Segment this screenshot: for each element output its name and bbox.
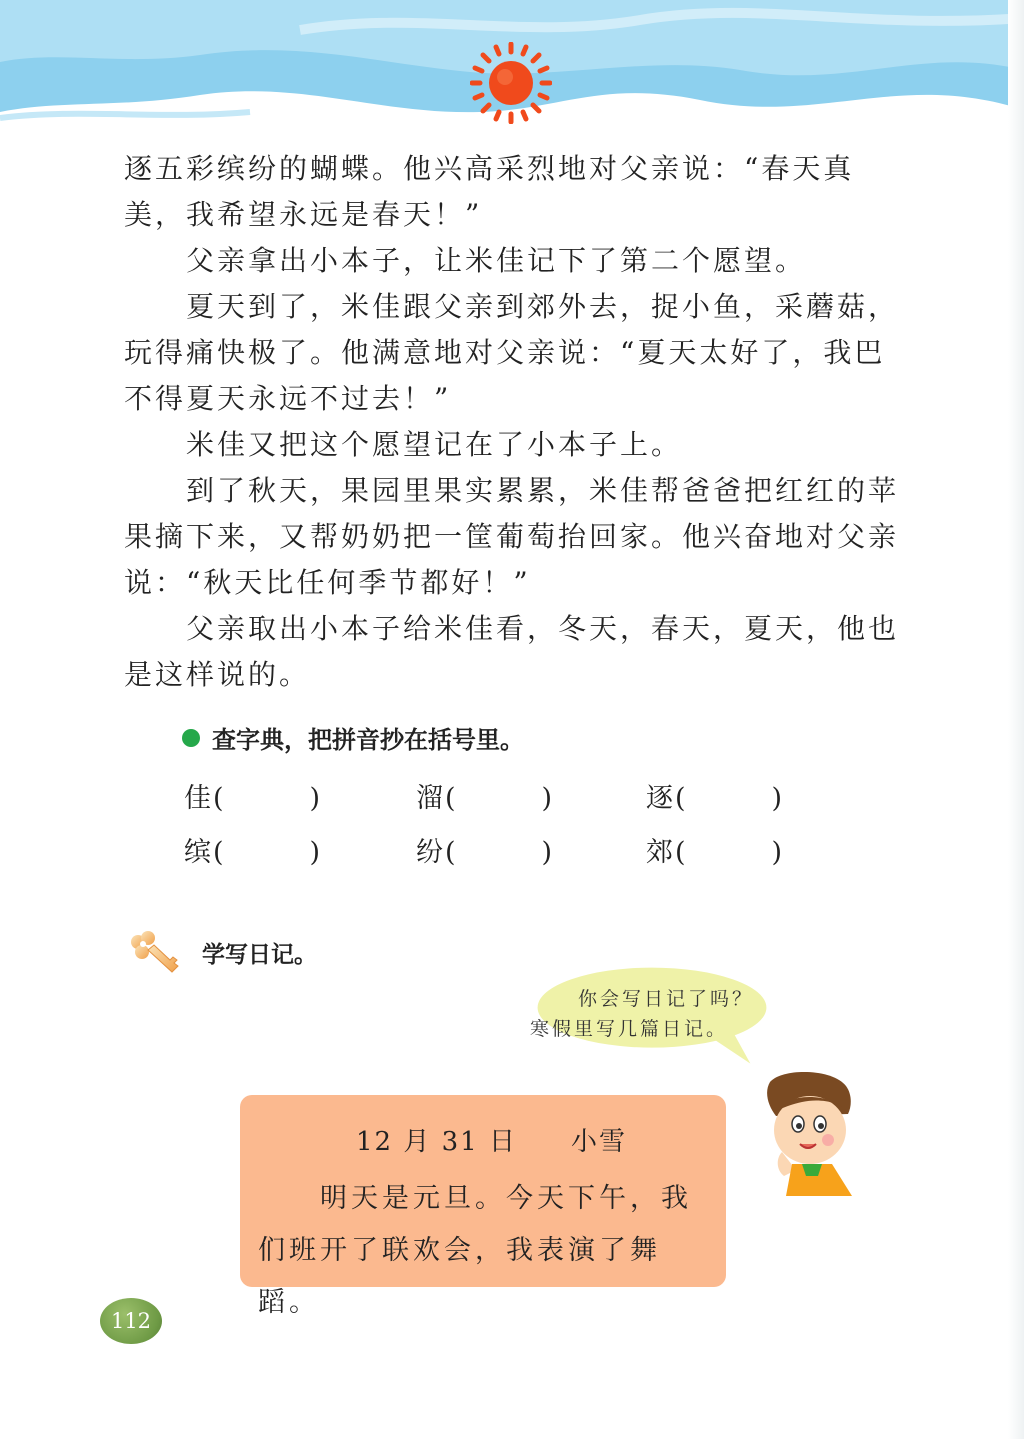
paren-open: ( xyxy=(675,837,686,868)
story-paragraph: 父亲取出小本子给米佳看，冬天，春天，夏天，他也是这样说的。 xyxy=(124,612,900,691)
dictionary-exercise xyxy=(182,720,783,868)
paren-close: ) xyxy=(541,837,553,868)
paren-close: ) xyxy=(771,837,783,868)
diary-section-heading xyxy=(128,930,317,980)
bubble-line: 你会写日记了吗？ xyxy=(578,988,755,1010)
diary-section-title: 学写日记。 xyxy=(202,941,317,968)
green-bullet-icon xyxy=(182,729,200,747)
story-paragraph: 到了秋天，果园里果实累累，米佳帮爸爸把红红的苹果摘下来，又帮奶奶把一筐葡萄抬回家。他兴奋地对父亲说：“秋天比任何季节都好！” xyxy=(124,474,900,599)
exercise-title: 查字典，把拼音抄在括号里。 xyxy=(212,726,524,754)
story-paragraph: 逐五彩缤纷的蝴蝶。他兴高采烈地对父亲说：“春天真美，我希望永远是春天！” xyxy=(124,152,855,231)
bubble-line: 寒假里写几篇日记。 xyxy=(530,1018,729,1040)
paren-open: ( xyxy=(213,837,224,868)
pinyin-item xyxy=(184,776,320,815)
exercise-heading xyxy=(182,720,524,755)
paren-open: ( xyxy=(445,837,456,868)
story-paragraph: 父亲拿出小本子，让米佳记下了第二个愿望。 xyxy=(186,244,807,277)
pinyin-item xyxy=(646,776,782,815)
diary-example-box xyxy=(240,1095,726,1318)
diary-line: 们班开了联欢会，我表演了舞蹈。 xyxy=(258,1235,661,1318)
page-number: 112 xyxy=(110,1309,152,1333)
pinyin-item xyxy=(184,830,320,869)
story-text xyxy=(124,146,909,698)
boy-illustration xyxy=(762,1072,862,1196)
char: 纷 xyxy=(416,837,443,868)
speech-bubble-text xyxy=(530,984,754,1044)
diary-date: 12 月 31 日 xyxy=(356,1127,517,1157)
pinyin-item xyxy=(416,830,552,869)
diary-body xyxy=(258,1173,718,1329)
paren-close: ) xyxy=(541,783,553,814)
pinyin-item xyxy=(416,776,552,815)
page-edge-shadow xyxy=(1008,0,1024,1439)
key-icon xyxy=(128,930,186,980)
diary-weather: 小雪 xyxy=(570,1127,627,1157)
char: 缤 xyxy=(184,837,211,868)
char: 郊 xyxy=(646,837,673,868)
char: 溜 xyxy=(416,783,443,814)
diary-date-line xyxy=(356,1121,627,1158)
pinyin-item xyxy=(646,830,782,869)
paren-open: ( xyxy=(675,783,686,814)
story-paragraph: 夏天到了，米佳跟父亲到郊外去，捉小鱼，采蘑菇，玩得痛快极了。他满意地对父亲说：“夏天太好了，我巴不得夏天永远不过去！” xyxy=(124,290,900,415)
story-paragraph: 米佳又把这个愿望记在了小本子上。 xyxy=(186,428,683,461)
paren-close: ) xyxy=(309,783,321,814)
paren-open: ( xyxy=(445,783,456,814)
char: 逐 xyxy=(646,783,673,814)
page-number-badge xyxy=(100,1298,162,1344)
char: 佳 xyxy=(184,783,211,814)
paren-close: ) xyxy=(771,783,783,814)
diary-line: 明天是元旦。今天下午，我 xyxy=(320,1183,692,1214)
sun-icon xyxy=(470,42,552,124)
paren-close: ) xyxy=(309,837,321,868)
paren-open: ( xyxy=(213,783,224,814)
